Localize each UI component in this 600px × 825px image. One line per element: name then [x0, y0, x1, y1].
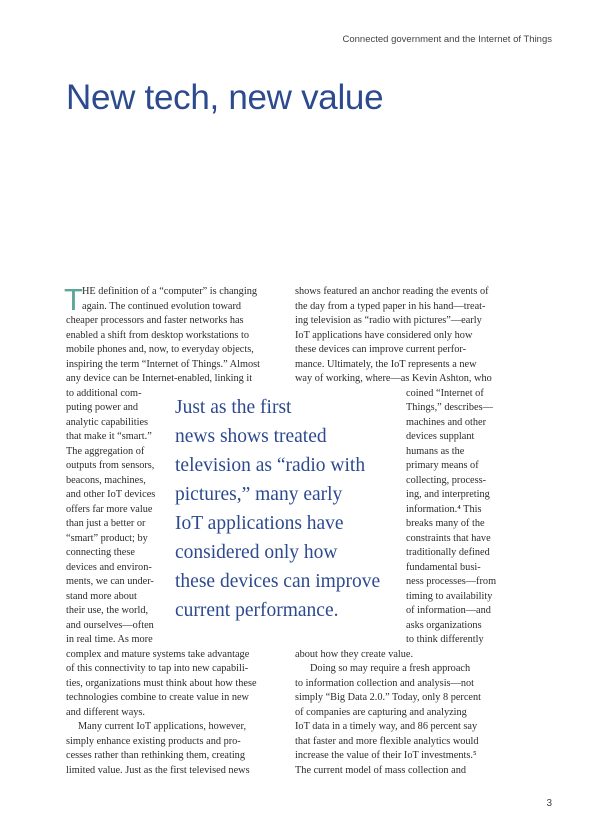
- body-text-line: ments, we can under-: [66, 576, 154, 587]
- page-title: New tech, new value: [66, 78, 384, 117]
- body-text-line: HE definition of a “computer” is changing: [82, 286, 257, 297]
- body-text-line: mobile phones and, now, to everyday objects,: [66, 344, 254, 355]
- body-text-line: and different ways.: [66, 706, 146, 718]
- body-text-line: of companies are capturing and analyzing: [295, 706, 467, 718]
- body-text-line: complex and mature systems take advantage: [66, 648, 250, 660]
- body-text-line: their use, the world,: [66, 605, 149, 616]
- body-text-line: The current model of mass collection and: [295, 764, 466, 776]
- body-text-line: ing, and interpreting: [406, 489, 490, 500]
- body-text-line: fundamental busi-: [406, 561, 481, 573]
- body-text-line: shows featured an anchor reading the events of: [295, 286, 489, 297]
- body-text-line: primary means of: [406, 460, 479, 471]
- body-text-line: again. The continued evolution toward: [82, 300, 242, 312]
- body-text-line: of information—and: [406, 605, 491, 616]
- body-text-line: increase the value of their IoT investments.⁵: [295, 750, 477, 761]
- body-text-line: analytic capabilities: [66, 416, 149, 428]
- body-text-line: ties, organizations must think about how these: [66, 677, 257, 689]
- body-text-line: puting power and: [66, 402, 139, 413]
- body-text-line: timing to availability: [406, 590, 493, 602]
- body-text-line: to think differently: [406, 634, 484, 645]
- body-text-line: constraints that have: [406, 532, 491, 544]
- body-text-line: to information collection and analysis—not: [295, 677, 475, 689]
- body-text-line: The aggregation of: [66, 445, 145, 457]
- body-text-line: humans as the: [406, 445, 465, 457]
- body-text-line: breaks many of the: [406, 518, 485, 529]
- body-text-line: any device can be Internet-enabled, linking it: [66, 373, 253, 384]
- body-text-line: traditionally defined: [406, 547, 490, 558]
- body-text-line: devices and environ-: [66, 561, 152, 573]
- body-text-line: offers far more value: [66, 503, 153, 515]
- body-text-line: cheaper processors and faster networks has: [66, 315, 244, 326]
- pull-quote-line: IoT applications have: [175, 513, 344, 534]
- body-text-line: inspiring the term “Internet of Things.” Almost: [66, 358, 260, 370]
- page-number: 3: [546, 798, 552, 809]
- body-text-line: simply enhance existing products and pro-: [66, 735, 241, 747]
- body-text-line: and ourselves—often: [66, 619, 154, 631]
- pull-quote-line: pictures,” many early: [175, 484, 343, 505]
- body-text-line: simply “Big Data 2.0.” Today, only 8 percent: [295, 692, 482, 703]
- body-text-line: Many current IoT applications, however,: [78, 721, 247, 732]
- body-text-line: way of working, where—as Kevin Ashton, who: [295, 373, 492, 384]
- body-text-line: the day from a typed paper in his hand—treat-: [295, 300, 486, 312]
- body-text-line: coined “Internet of: [406, 387, 484, 399]
- body-text-line: than just a better or: [66, 518, 146, 529]
- body-text-line: that faster and more flexible analytics would: [295, 735, 479, 747]
- body-text-line: information.⁴ This: [406, 503, 482, 515]
- pull-quote-line: television as “radio with: [175, 455, 366, 476]
- body-text-line: beacons, machines,: [66, 474, 146, 486]
- body-text-line: limited value. Just as the first televised news: [66, 764, 250, 776]
- body-text-line: technologies combine to create value in new: [66, 692, 249, 703]
- pull-quote-line: considered only how: [175, 542, 338, 563]
- body-text-line: collecting, process-: [406, 474, 487, 486]
- body-text-line: stand more about: [66, 590, 137, 602]
- body-text-line: these devices can improve current perfor-: [295, 344, 467, 355]
- body-text-line: ing television as “radio with pictures”—early: [295, 315, 482, 326]
- pull-quote-line: Just as the first: [175, 397, 292, 418]
- body-text-line: Doing so may require a fresh approach: [310, 663, 471, 674]
- body-text-line: devices supplant: [406, 431, 475, 442]
- body-text-line: to additional com-: [66, 387, 142, 399]
- body-text-line: mance. Ultimately, the IoT represents a new: [295, 358, 477, 370]
- body-text-line: cesses rather than rethinking them, creating: [66, 750, 245, 761]
- body-text-line: machines and other: [406, 416, 487, 428]
- drop-cap: T: [64, 282, 83, 317]
- body-text-line: “smart” product; by: [66, 532, 148, 544]
- body-text-line: asks organizations: [406, 619, 482, 631]
- body-text-line: enabled a shift from desktop workstations to: [66, 329, 250, 341]
- body-text-line: Things,” describes—: [406, 402, 493, 413]
- pull-quote-line: these devices can improve: [175, 571, 381, 592]
- body-text-line: and other IoT devices: [66, 489, 156, 500]
- pull-quote-line: current performance.: [175, 600, 339, 621]
- body-text-line: ness processes—from: [406, 576, 497, 587]
- body-text-line: outputs from sensors,: [66, 460, 155, 471]
- running-header: Connected government and the Internet of Things: [342, 34, 552, 45]
- body-text-line: that make it “smart.”: [66, 431, 152, 442]
- body-text-line: IoT applications have considered only how: [295, 329, 473, 341]
- body-text-line: in real time. As more: [66, 634, 153, 645]
- body-text-line: IoT data in a timely way, and 86 percent say: [295, 721, 478, 732]
- body-text-line: connecting these: [66, 547, 135, 558]
- pull-quote-line: news shows treated: [175, 426, 327, 447]
- body-text-line: about how they create value.: [295, 648, 414, 660]
- body-text-line: of this connectivity to tap into new capabili-: [66, 663, 249, 674]
